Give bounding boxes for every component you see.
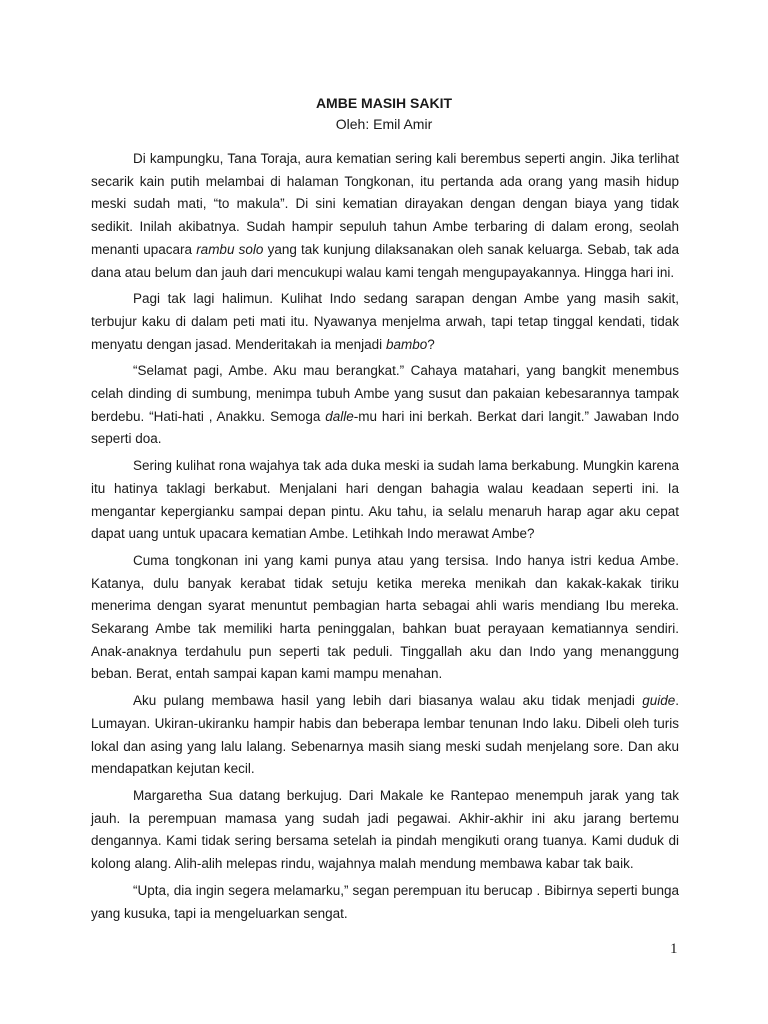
italic-term: dalle xyxy=(325,408,354,424)
paragraph-text: yang tak kunjung dilaksanakan oleh sanak keluarga. Sebab, tak ada dana atau belum dan jauh dari mencukupi walau kami tengah mengupayakannya. Hingga hari ini. xyxy=(91,241,679,280)
paragraph-text: -mu hari ini berkah. Berkat dari langit.” Jawaban Indo seperti doa. xyxy=(91,408,679,447)
italic-term: rambu solo xyxy=(196,241,264,257)
paragraph xyxy=(91,148,679,284)
paragraph-text: Margaretha Sua datang berkujug. Dari Makale ke Rantepao menempuh jarak yang tak jauh. Ia perempuan mamasa yang sudah jadi pegawai. Akhir-akhir ini aku jarang bertemu dengannya. Kami tidak sering bersama setelah ia pindah mengikuti orang tuanya. Kami duduk di kolong alang. Alih-alih melepas rindu, wajahnya malah mendung membawa kabar tak baik. xyxy=(91,787,679,872)
paragraph-text: Cuma tongkonan ini yang kami punya atau yang tersisa. Indo hanya istri kedua Ambe. Katanya, dulu banyak kerabat tidak setuju ketika mereka menikah dan kakak-kakak tiriku menerima dengan syarat menuntut pembagian harta sebagai ahli waris mendiang Ibu mereka. Sekarang Ambe tak memiliki harta peninggalan, bahkan buat perayaan kematiannya sendiri. Anak-anaknya terdahulu pun seperti tak peduli. Tinggallah aku dan Indo yang menanggung beban. Berat, entah sampai kapan kami mampu menahan. xyxy=(91,552,679,682)
paragraph xyxy=(91,880,679,925)
paragraph xyxy=(91,785,679,876)
italic-term: guide xyxy=(642,693,676,709)
paragraph xyxy=(91,288,679,356)
paragraph-text: . Lumayan. Ukiran-ukiranku hampir habis dan beberapa lembar tenunan Indo laku. Dibeli oleh turis lokal dan asing yang lalu lalang. Sebenarnya masih siang meski sudah menjelang sore. Dan aku mendapatkan kejutan kecil. xyxy=(91,693,679,777)
story-body xyxy=(91,148,679,929)
paragraph-text: Di kampungku, Tana Toraja, aura kematian sering kali berembus seperti angin. Jika terlihat secarik kain putih melambai di halaman Tongkonan, itu pertanda ada orang yang masih hidup meski sudah mati, “to makula”. Di sini kematian dirayakan dengan dengan biaya yang tidak sedikit. Inilah akibatnya. Sudah hampir sepuluh tahun Ambe terbaring di dalam erong, seolah menanti upacara xyxy=(91,151,679,257)
paragraph xyxy=(91,360,679,451)
page-number: 1 xyxy=(670,941,678,957)
paragraph-text: Aku pulang membawa hasil yang lebih dari biasanya walau aku tidak menjadi xyxy=(133,693,643,709)
paragraph-text: Sering kulihat rona wajahya tak ada duka meski ia sudah lama berkabung. Mungkin karena itu hatinya taklagi berkabut. Menjalani hari dengan bahagia walau keadaan seperti ini. Ia mengantar kepergianku sampai depan pintu. Aku tahu, ia selalu menaruh harap agar aku cepat dapat uang untuk upacara kematian Ambe. Letihkah Indo merawat Ambe? xyxy=(91,458,679,542)
paragraph-text: “Upta, dia ingin segera melamarku,” segan perempuan itu berucap . Bibirnya seperti bunga yang kusuka, tapi ia mengeluarkan sengat. xyxy=(91,882,679,921)
story-header xyxy=(0,93,768,135)
paragraph xyxy=(91,455,679,546)
story-author: Oleh: Emil Amir xyxy=(335,116,433,132)
paragraph-text: ? xyxy=(427,336,435,352)
paragraph xyxy=(91,690,679,781)
paragraph-text: Pagi tak lagi halimun. Kulihat Indo sedang sarapan dengan Ambe yang masih sakit, terbujur kaku di dalam peti mati itu. Nyawanya menjelma arwah, tapi tetap tinggal kendati, tidak menyatu dengan jasad. Menderitakah ia menjadi xyxy=(91,291,679,352)
paragraph-text: “Selamat pagi, Ambe. Aku mau berangkat.” Cahaya matahari, yang bangkit menembus celah dinding di sumbung, menimpa tubuh Ambe yang susut dan pakaian kebesarannya tampak berdebu. “Hati-hati , Anakku. Semoga xyxy=(91,363,679,424)
story-title: AMBE MASIH SAKIT xyxy=(315,95,453,111)
paragraph xyxy=(91,550,679,686)
italic-term: bambo xyxy=(385,336,428,352)
